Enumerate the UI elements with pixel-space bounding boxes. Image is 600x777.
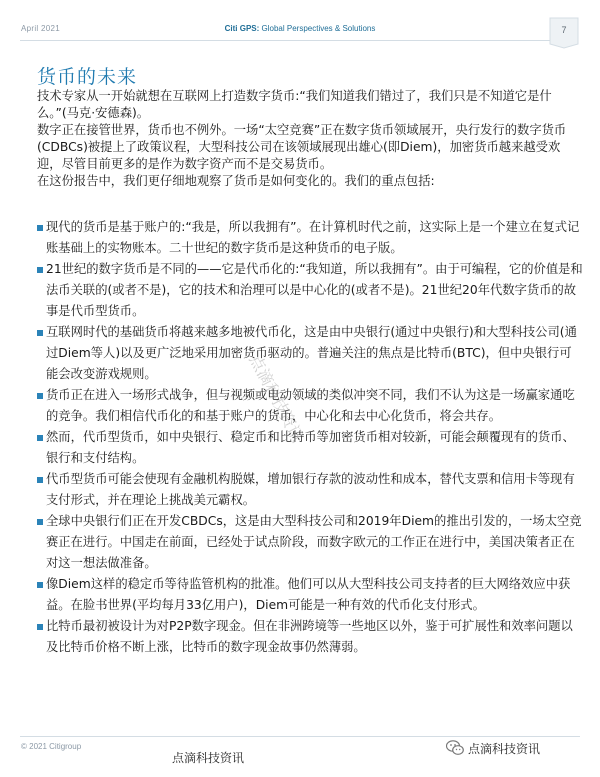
watermark-text: 点滴科技资讯 bbox=[245, 351, 308, 446]
bullet-item bbox=[37, 385, 583, 427]
bullet-item bbox=[37, 511, 583, 574]
bullet-square-icon bbox=[37, 393, 43, 399]
bullet-text: 然而，代币型货币，如中央银行、稳定币和比特币等加密货币相对较新，可能会颠覆现有的货币、银行和支付结构。 bbox=[46, 430, 575, 465]
bullet-square-icon bbox=[37, 582, 43, 588]
bullet-item bbox=[37, 322, 583, 385]
bullet-square-icon bbox=[37, 624, 43, 630]
report-date: April 2021 bbox=[21, 24, 61, 33]
intro-paragraph: 技术专家从一开始就想在互联网上打造数字货币:“我们知道我们错过了，我们只是不知道它是什么。”(马克·安德森)。 bbox=[37, 89, 552, 120]
bullet-square-icon bbox=[37, 519, 43, 525]
bullet-item bbox=[37, 427, 583, 469]
wechat-account bbox=[468, 740, 540, 757]
bullet-text: 比特币最初被设计为对P2P数字现金。但在非洲跨境等一些地区以外，鉴于可扩展性和效率问题以及比特币价格不断上涨，比特币的数字现金故事仍然薄弱。 bbox=[46, 619, 573, 654]
bullet-item bbox=[37, 259, 583, 322]
page-number: 7 bbox=[561, 25, 567, 35]
intro-paragraph: 在这份报告中，我们更仔细地观察了货币是如何变化的。我们的重点包括: bbox=[37, 174, 435, 188]
bullet-square-icon bbox=[37, 477, 43, 483]
brand-rest: Global Perspectives & Solutions bbox=[259, 24, 376, 33]
bullet-item bbox=[37, 469, 583, 511]
footer-brand: 点滴科技资讯 bbox=[172, 751, 245, 765]
bullet-square-icon bbox=[37, 435, 43, 441]
bullet-square-icon bbox=[37, 267, 43, 273]
wechat-account-name: 点滴科技资讯 bbox=[468, 742, 541, 756]
wechat-icon bbox=[446, 740, 464, 756]
copyright: © 2021 Citigroup bbox=[21, 742, 82, 751]
bullet-text: 现代的货币是基于账户的:“我是，所以我拥有”。在计算机时代之前，这实际上是一个建立在复式记账基础上的实物账本。二十世纪的数字货币是这种货币的电子版。 bbox=[46, 220, 580, 255]
bullet-text: 全球中央银行们正在开发CBDCs，这是由大型科技公司和2019年Diem的推出引发的，一场太空竞赛正在进行。中国走在前面，已经处于试点阶段，而数字欧元的工作正在进行中，美国决策者正在对这一想法做准备。 bbox=[46, 514, 582, 570]
bullet-text: 货币正在进入一场形式战争，但与视频或电动领域的类似冲突不同，我们不认为这是一场赢家通吃的竞争。我们相信代币化的和基于账户的货币，中心化和去中心化货币，将会共存。 bbox=[46, 388, 575, 423]
page-title: 货币的未来 bbox=[37, 66, 138, 88]
page-header bbox=[0, 0, 600, 46]
intro-paragraph: 数字正在接管世界，货币也不例外。一场“太空竞赛”正在数字货币领域展开，央行发行的数字货币(CDBCs)被提上了政策议程，大型科技公司在该领域展现出雄心(即Diem)，加密货币越来越受欢迎，尽管目前更多的是作为数字资产而不是交易货币。 bbox=[37, 123, 567, 171]
header-divider bbox=[20, 40, 560, 41]
report-brand bbox=[0, 24, 600, 33]
bullet-text: 像Diem这样的稳定币等待监管机构的批准。他们可以从大型科技公司支持者的巨大网络效应中获益。在脸书世界(平均每月33亿用户)，Diem可能是一种有效的代币化支付形式。 bbox=[46, 577, 571, 612]
bullet-item bbox=[37, 217, 583, 259]
bullet-text: 21世纪的数字货币是不同的——它是代币化的:“我知道，所以我拥有”。由于可编程，它的价值是和法币关联的(或者不是)，它的技术和治理可以是中心化的(或者不是)。21世纪20年代数字货币的故事是代币型货币。 bbox=[46, 262, 583, 318]
bullet-list bbox=[37, 217, 583, 658]
bullet-square-icon bbox=[37, 330, 43, 336]
footer-divider bbox=[20, 736, 580, 737]
bullet-square-icon bbox=[37, 225, 43, 231]
page-number-tab bbox=[546, 14, 582, 50]
intro-section bbox=[37, 88, 577, 190]
brand-bold: Citi GPS: bbox=[224, 24, 260, 33]
bullet-text: 互联网时代的基础货币将越来越多地被代币化，这是由中央银行(通过中央银行)和大型科技公司(通过Diem等人)以及更广泛地采用加密货币驱动的。普遍关注的焦点是比特币(BTC)，但中央银行可能会改变游戏规则。 bbox=[46, 325, 577, 381]
bullet-item bbox=[37, 616, 583, 658]
bullet-item bbox=[37, 574, 583, 616]
bullet-text: 代币型货币可能会使现有金融机构脱媒，增加银行存款的波动性和成本，替代支票和信用卡等现有支付形式，并在理论上挑战美元霸权。 bbox=[46, 472, 575, 507]
